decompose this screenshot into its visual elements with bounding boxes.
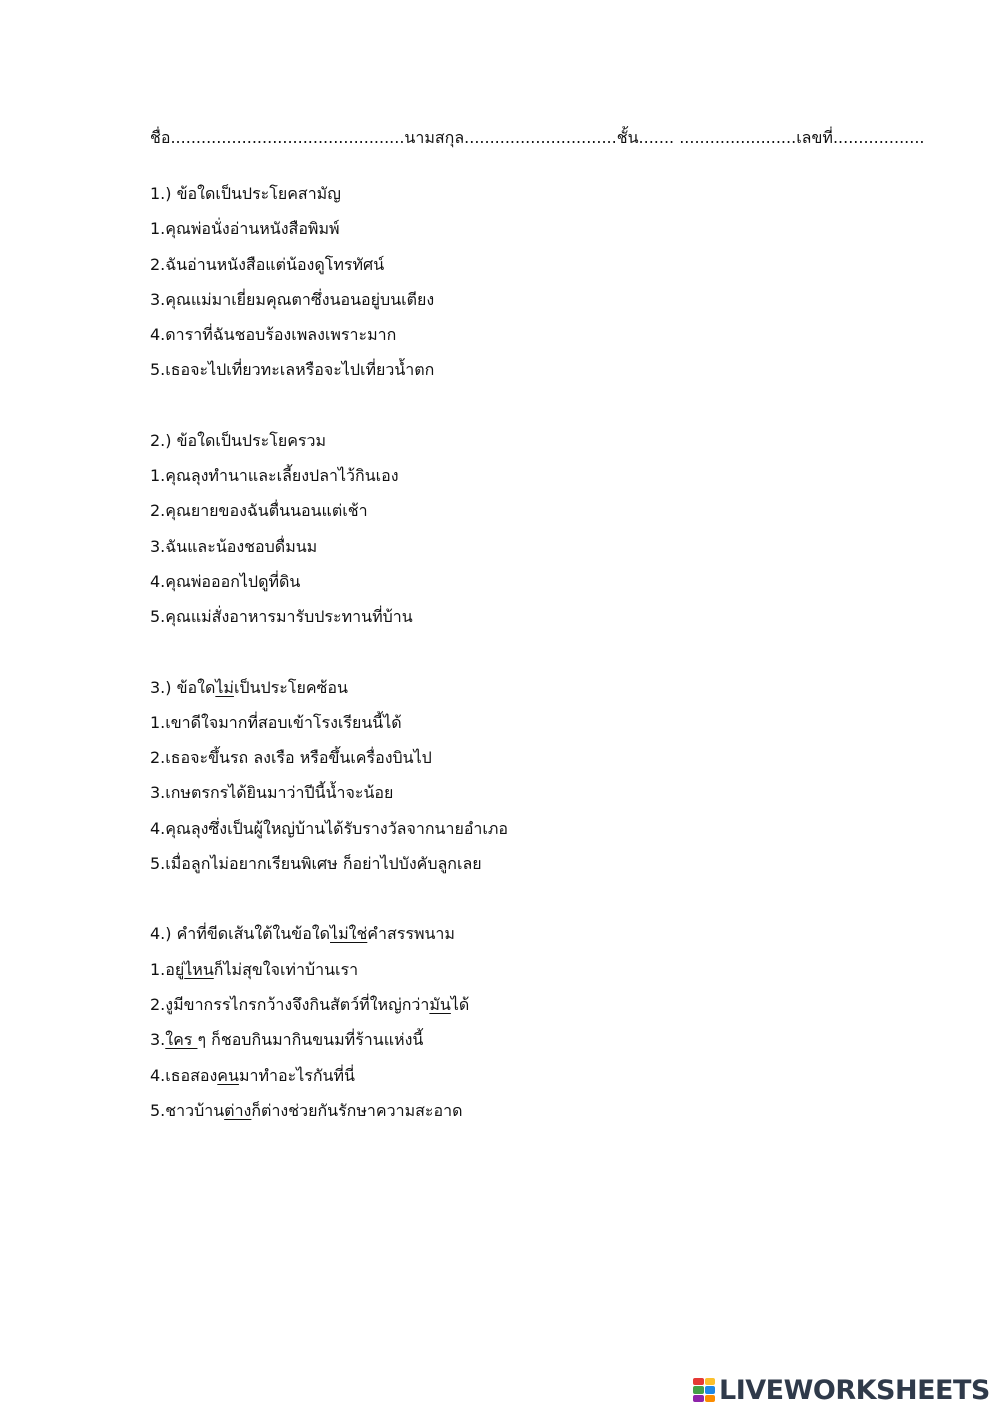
underlined-word: มัน xyxy=(429,994,451,1014)
answer-option: 4.เธอสองคนมาทำอะไรกันที่นี่ xyxy=(150,1065,355,1085)
answer-option: 5.ชาวบ้านต่างก็ต่างช่วยกันรักษาความสะอาด xyxy=(150,1100,463,1120)
answer-option: 2.คุณยายของฉันตื่นนอนแต่เช้า xyxy=(150,501,368,521)
answer-option: 3.เกษตรกรได้ยินมาว่าปีนี้น้ำจะน้อย xyxy=(150,783,394,803)
answer-option: 2.เธอจะขึ้นรถ ลงเรือ หรือขึ้นเครื่องบินไป xyxy=(150,748,432,768)
student-info-line: ชื่อ..............................................นามสกุล..............................ชั้น....... .......................เลขที่.................. xyxy=(150,128,925,147)
answer-option: 4.คุณพ่อออกไปดูที่ดิน xyxy=(150,571,301,591)
liveworksheets-logo xyxy=(693,1374,990,1406)
question-title: 1.) ข้อใดเป็นประโยคสามัญ xyxy=(150,184,341,203)
answer-option: 5.เธอจะไปเที่ยวทะเลหรือจะไปเที่ยวน้ำตก xyxy=(150,360,435,380)
underlined-word: ไม่ใช่ xyxy=(330,924,368,944)
question-list xyxy=(150,176,870,1163)
answer-option: 5.คุณแม่สั่งอาหารมารับประทานที่บ้าน xyxy=(150,607,413,627)
question-title: 3.) ข้อใดไม่เป็นประโยคซ้อน xyxy=(150,677,348,697)
answer-option: 4.ดาราที่ฉันชอบร้องเพลงเพราะมาก xyxy=(150,325,397,345)
answer-option: 2.งูมีขากรรไกรกว้างจึงกินสัตว์ที่ใหญ่กว่ามันได้ xyxy=(150,994,470,1014)
answer-option: 1.คุณลุงทำนาและเลี้ยงปลาไว้กินเอง xyxy=(150,466,399,486)
answer-option: 2.ฉันอ่านหนังสือแต่น้องดูโทรทัศน์ xyxy=(150,254,385,274)
answer-option: 3.ฉันและน้องชอบดื่มนม xyxy=(150,536,318,556)
answer-option: 4.คุณลุงซึ่งเป็นผู้ใหญ่บ้านได้รับรางวัลจากนายอำเภอ xyxy=(150,818,509,838)
underlined-word: ใคร xyxy=(165,1030,198,1050)
question-title: 2.) ข้อใดเป็นประโยครวม xyxy=(150,430,327,450)
logo-text: LIVEWORKSHEETS xyxy=(719,1374,990,1406)
answer-option: 1.เขาดีใจมากที่สอบเข้าโรงเรียนนี้ได้ xyxy=(150,712,402,732)
question-2 xyxy=(150,423,870,635)
answer-option: 1.คุณพ่อนั่งอ่านหนังสือพิมพ์ xyxy=(150,219,340,239)
answer-option: 3.คุณแม่มาเยี่ยมคุณตาซึ่งนอนอยู่บนเตียง xyxy=(150,289,435,309)
underlined-word: คน xyxy=(217,1065,239,1085)
question-3 xyxy=(150,670,870,882)
logo-blocks-icon xyxy=(693,1378,715,1402)
question-4 xyxy=(150,916,870,1128)
answer-option: 5.เมื่อลูกไม่อยากเรียนพิเศษ ก็อย่าไปบังคับลูกเลย xyxy=(150,854,482,874)
question-1 xyxy=(150,176,870,388)
underlined-word: ไม่ xyxy=(215,677,234,697)
underlined-word: ไหน xyxy=(184,959,214,979)
answer-option: 1.อยู่ไหนก็ไม่สุขใจเท่าบ้านเรา xyxy=(150,959,359,979)
answer-option: 3.ใคร ๆ ก็ชอบกินมากินขนมที่ร้านแห่งนี้ xyxy=(150,1030,424,1050)
underlined-word: ต่าง xyxy=(224,1100,252,1120)
question-title: 4.) คำที่ขีดเส้นใต้ในข้อใดไม่ใช่คำสรรพนาม xyxy=(150,924,455,944)
